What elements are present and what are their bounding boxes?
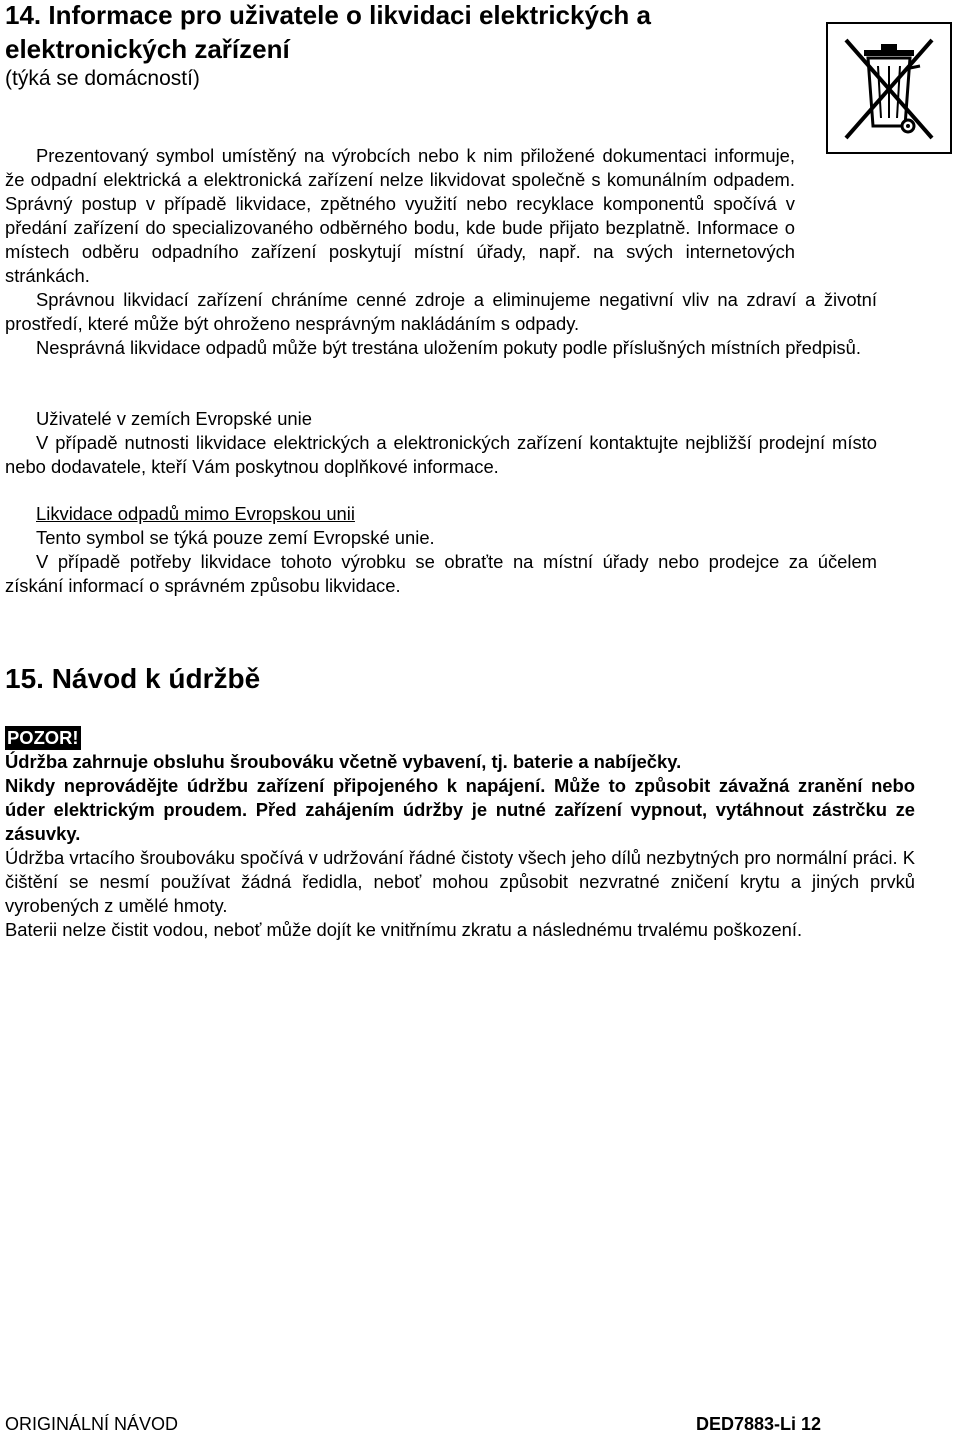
- non-eu-text: V případě potřeby likvidace tohoto výrobku se obraťte na místní úřady nebo prodejce za účelem získání informací o správném způsobu likvidace.: [5, 551, 877, 596]
- eu-text: V případě nutnosti likvidace elektrických a elektronických zařízení kontaktujte nejbližší prodejní místo nebo dodavatele, kteří Vám poskytnou doplňkové informace.: [5, 432, 877, 477]
- non-eu-heading: [36, 502, 355, 526]
- footer-right: DED7883-Li 12: [696, 1414, 822, 1434]
- section-15-title: 15. Návod k údržbě: [5, 663, 261, 694]
- section-14-subtitle: (týká se domácností): [5, 67, 200, 90]
- section-14-paragraph-1-text: Prezentovaný symbol umístěný na výrobcích nebo k nim přiložené dokumentaci informuje, že odpadní elektrická a elektronická zařízení nelze likvidovat společně s komunálním odpadem. Správný postup v případě likvidace, zpětného využití nebo recyklace komponentů spočívá v předání zařízení do specializovaného odběrného bodu, kde bude přijato bezplatně. Informace o místech odběru odpadního zařízení poskytují místní úřady, např. na svých internetových stránkách.: [5, 145, 795, 286]
- section-14-title: 14. Informace pro uživatele o likvidaci elektrických a elektronických zařízení: [5, 0, 651, 64]
- section-14-body: [5, 144, 877, 288]
- section-14-paragraph-3: Nesprávná likvidace odpadů může být trestána uložením pokuty podle příslušných místních předpisů.: [36, 337, 861, 358]
- eu-heading: Uživatelé v zemích Evropské unie: [36, 408, 312, 429]
- crossed-out-wheelie-bin-icon: [826, 22, 952, 154]
- maintenance-bold-2: Nikdy neprovádějte údržbu zařízení připojeného k napájení. Může to způsobit závažná zranění nebo úder elektrickým proudem. Před zahájením údržby je nutné zařízení vypnout, vytáhnout zástrčku ze zásuvky.: [5, 775, 915, 844]
- maintenance-text-1: Údržba vrtacího šroubováku spočívá v udržování řádné čistoty všech jeho dílů nezbytných pro normální práci. K čištění se nesmí používat žádná ředidla, neboť mohou způsobit nezvratné zničení krytu a jiných prvků vyrobených z umělé hmoty.: [5, 847, 915, 916]
- maintenance-bold-1: Údržba zahrnuje obsluhu šroubováku včetně vybavení, tj. baterie a nabíječky.: [5, 751, 682, 772]
- warning-label: POZOR!: [7, 727, 79, 748]
- section-14-paragraph-2: Správnou likvidací zařízení chráníme cenné zdroje a eliminujeme negativní vliv na zdraví a životní prostředí, které může být ohroženo nesprávným nakládáním s odpady.: [5, 289, 877, 334]
- non-eu-line-1: Tento symbol se týká pouze zemí Evropské unie.: [36, 527, 435, 548]
- maintenance-text-2: Baterii nelze čistit vodou, neboť může dojít ke vnitřnímu zkratu a následnému trvalému poškození.: [5, 919, 803, 940]
- footer-left: ORIGINÁLNÍ NÁVOD: [5, 1414, 179, 1434]
- non-eu-heading-text: Likvidace odpadů mimo Evropskou unii: [36, 503, 355, 524]
